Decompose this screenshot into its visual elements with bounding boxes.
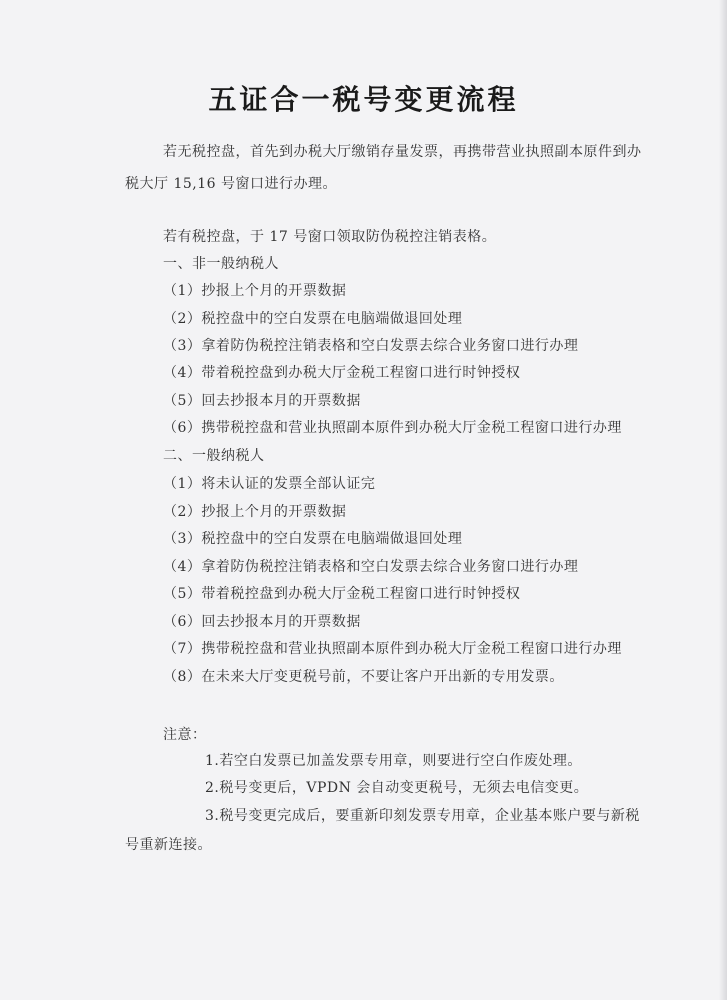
- section1-step: （4）带着税控盘到办税大厅金税工程窗口进行时钟授权: [163, 365, 521, 381]
- intro-line-2: 税大厅 15,16 号窗口进行办理。: [125, 176, 337, 192]
- section2-step: （4）拿着防伪税控注销表格和空白发票去综合业务窗口进行办理: [163, 559, 579, 575]
- section2-step: （1）将未认证的发票全部认证完: [163, 476, 376, 492]
- intro-line-1: 若无税控盘，首先到办税大厅缴销存量发票，再携带营业执照副本原件到办: [163, 144, 642, 160]
- note-item: 1.若空白发票已加盖发票专用章，则要进行空白作废处理。: [205, 753, 582, 769]
- scan-edge-shadow: [719, 0, 727, 1000]
- note-item-continuation: 号重新连接。: [125, 837, 212, 853]
- section1-heading: 一、非一般纳税人: [163, 256, 279, 272]
- section1-step: （2）税控盘中的空白发票在电脑端做退回处理: [163, 311, 463, 327]
- section2-step: （8）在未来大厅变更税号前，不要让客户开出新的专用发票。: [163, 669, 564, 685]
- note-item: 2.税号变更后，VPDN 会自动变更税号，无须去电信变更。: [205, 780, 589, 796]
- section2-step: （5）带着税控盘到办税大厅金税工程窗口进行时钟授权: [163, 586, 521, 602]
- section2-heading: 二、一般纳税人: [163, 448, 265, 464]
- note-item: 3.税号变更完成后，要重新印刻发票专用章，企业基本账户要与新税: [205, 808, 640, 824]
- section1-step: （5）回去抄报本月的开票数据: [163, 393, 361, 409]
- notes-heading: 注意：: [163, 727, 207, 743]
- with-tax-disk-paragraph: 若有税控盘，于 17 号窗口领取防伪税控注销表格。: [163, 229, 497, 245]
- section2-step: （3）税控盘中的空白发票在电脑端做退回处理: [163, 531, 463, 547]
- section2-step: （2）抄报上个月的开票数据: [163, 504, 347, 520]
- section2-step: （6）回去抄报本月的开票数据: [163, 614, 361, 630]
- section1-step: （1）抄报上个月的开票数据: [163, 283, 347, 299]
- section2-step: （7）携带税控盘和营业执照副本原件到办税大厅金税工程窗口进行办理: [163, 641, 622, 657]
- section1-step: （3）拿着防伪税控注销表格和空白发票去综合业务窗口进行办理: [163, 338, 579, 354]
- section1-step: （6）携带税控盘和营业执照副本原件到办税大厅金税工程窗口进行办理: [163, 420, 622, 436]
- document-title: 五证合一税号变更流程: [208, 83, 519, 116]
